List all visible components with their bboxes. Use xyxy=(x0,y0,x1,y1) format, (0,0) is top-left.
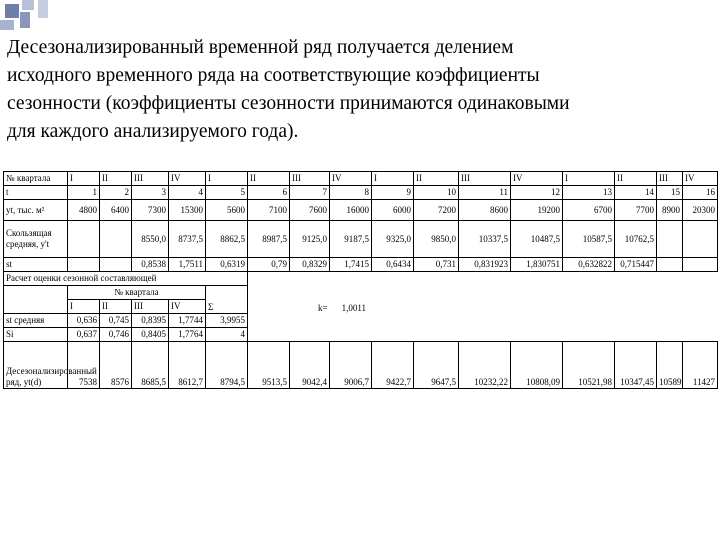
quarter-row-cell: II xyxy=(615,172,657,186)
t-row-cell: 16 xyxy=(683,186,718,200)
s-row-cell: 0,715447 xyxy=(615,258,657,272)
deseason-row-cell: 10808,09 xyxy=(511,342,563,389)
deseason-row-cell: 7538 xyxy=(68,342,100,389)
quarter-row-cell: IV xyxy=(330,172,372,186)
ma-row-cell: 8862,5 xyxy=(206,221,248,258)
s-row-cell xyxy=(68,258,100,272)
t-row-cell: 4 xyxy=(169,186,206,200)
deseason-row-cell: 10232,22 xyxy=(459,342,511,389)
quarter-row-cell: IV xyxy=(169,172,206,186)
t-row-cell: 2 xyxy=(100,186,132,200)
deseason-row-cell: 9042,4 xyxy=(290,342,330,389)
quarter-row-cell: II xyxy=(100,172,132,186)
ma-row-cell: 10487,5 xyxy=(511,221,563,258)
si-cell: 1,7764 xyxy=(169,328,206,342)
ma-row xyxy=(4,221,718,258)
sub-quarter: IV xyxy=(169,300,206,314)
y-row-cell: 8600 xyxy=(459,200,511,221)
empty-cell xyxy=(248,286,718,314)
deseason-row-cell: 10347,45 xyxy=(615,342,657,389)
si-cell: 0,746 xyxy=(100,328,132,342)
k-value: 1,0011 xyxy=(341,302,366,313)
quarter-row-label: № квартала xyxy=(4,172,68,186)
t-row-cell: 9 xyxy=(372,186,414,200)
s-row-cell: 0,632822 xyxy=(563,258,615,272)
k-label: k= xyxy=(318,302,328,313)
savg-row xyxy=(4,314,718,328)
deseason-row-cell: 8612,7 xyxy=(169,342,206,389)
t-row-cell: 10 xyxy=(414,186,459,200)
t-row-cell: 11 xyxy=(459,186,511,200)
deseason-row-label: Десезонализированный ряд, yt(d) xyxy=(4,342,68,389)
y-row-cell: 6700 xyxy=(563,200,615,221)
deseason-row-cell: 9513,5 xyxy=(248,342,290,389)
ma-row-cell: 8550,0 xyxy=(132,221,169,258)
t-row-cell: 6 xyxy=(248,186,290,200)
savg-sum: 3,9955 xyxy=(206,314,248,328)
si-cell: 0,8405 xyxy=(132,328,169,342)
empty-cell xyxy=(248,328,718,342)
s-row-cell: 0,6434 xyxy=(372,258,414,272)
empty-cell xyxy=(248,314,718,328)
ma-row-cell: 9850,0 xyxy=(414,221,459,258)
quarter-row-cell: IV xyxy=(683,172,718,186)
y-row-label: yt, тыс. м² xyxy=(4,200,68,221)
quarter-row-cell: I xyxy=(206,172,248,186)
y-row-cell: 16000 xyxy=(330,200,372,221)
t-row-cell: 7 xyxy=(290,186,330,200)
quarter-row-cell: III xyxy=(290,172,330,186)
s-row-cell: 0,79 xyxy=(248,258,290,272)
s-row xyxy=(4,258,718,272)
ma-row-cell: 8987,5 xyxy=(248,221,290,258)
s-row-cell: 1,7415 xyxy=(330,258,372,272)
deseason-row-cell: 10589 xyxy=(657,342,683,389)
t-row-cell: 5 xyxy=(206,186,248,200)
y-row-cell: 19200 xyxy=(511,200,563,221)
y-row-cell: 6000 xyxy=(372,200,414,221)
s-row-cell xyxy=(100,258,132,272)
s-row-cell: 1,7511 xyxy=(169,258,206,272)
y-row-cell: 5600 xyxy=(206,200,248,221)
savg-cell: 1,7744 xyxy=(169,314,206,328)
si-label: Si xyxy=(4,328,68,342)
t-row-cell: 14 xyxy=(615,186,657,200)
s-row-cell: 0,731 xyxy=(414,258,459,272)
deseason-row-cell: 11427 xyxy=(683,342,718,389)
s-row-cell: 0,8538 xyxy=(132,258,169,272)
s-row-cell: 0,831923 xyxy=(459,258,511,272)
quarter-row-cell: III xyxy=(657,172,683,186)
y-row-cell: 7700 xyxy=(615,200,657,221)
quarter-row-cell: I xyxy=(563,172,615,186)
s-row-cell xyxy=(657,258,683,272)
ma-row-cell xyxy=(657,221,683,258)
s-row-cell: 1,830751 xyxy=(511,258,563,272)
y-row-cell: 15300 xyxy=(169,200,206,221)
deseason-row-cell: 9006,7 xyxy=(330,342,372,389)
t-row-cell: 15 xyxy=(657,186,683,200)
deseason-row-cell: 9647,5 xyxy=(414,342,459,389)
s-row-cell: 0,8329 xyxy=(290,258,330,272)
ma-row-cell: 9325,0 xyxy=(372,221,414,258)
section-label: Расчет оценки сезонной составляющей xyxy=(4,272,248,286)
paragraph xyxy=(7,34,715,146)
ma-row-label: Скользящая средняя, y't xyxy=(4,221,68,258)
paragraph-line-2: исходного временного ряда на соответствующие коэффициенты xyxy=(7,65,540,86)
quarter-row-cell: III xyxy=(132,172,169,186)
quarter-row-cell: III xyxy=(459,172,511,186)
quarter-row-cell: II xyxy=(248,172,290,186)
y-row-cell: 6400 xyxy=(100,200,132,221)
y-row-cell: 8900 xyxy=(657,200,683,221)
y-row-cell: 7300 xyxy=(132,200,169,221)
deseason-row-cell: 8685,5 xyxy=(132,342,169,389)
t-row xyxy=(4,186,718,200)
savg-label: st средняя xyxy=(4,314,68,328)
ma-row-cell: 9187,5 xyxy=(330,221,372,258)
deseason-row-cell: 10521,98 xyxy=(563,342,615,389)
y-row-cell: 7600 xyxy=(290,200,330,221)
savg-cell: 0,745 xyxy=(100,314,132,328)
sub-header: № квартала xyxy=(68,286,206,300)
y-row-cell: 7100 xyxy=(248,200,290,221)
t-row-label: t xyxy=(4,186,68,200)
deseason-row-cell: 8794,5 xyxy=(206,342,248,389)
ma-row-cell: 9125,0 xyxy=(290,221,330,258)
paragraph-line-1: Десезонализированный временной ряд получается делением xyxy=(7,37,514,58)
ma-row-cell: 10587,5 xyxy=(563,221,615,258)
quarter-row-cell: IV xyxy=(511,172,563,186)
deseason-row-cell: 9422,7 xyxy=(372,342,414,389)
y-row-cell: 20300 xyxy=(683,200,718,221)
savg-cell: 0,8395 xyxy=(132,314,169,328)
deseason-row xyxy=(4,342,718,389)
empty-cell xyxy=(248,272,718,286)
ma-row-cell: 10337,5 xyxy=(459,221,511,258)
ma-row-cell xyxy=(68,221,100,258)
sub-quarter: I xyxy=(68,300,100,314)
s-row-cell xyxy=(683,258,718,272)
si-row xyxy=(4,328,718,342)
quarter-row-cell: I xyxy=(68,172,100,186)
deseason-row-cell: 8576 xyxy=(100,342,132,389)
quarter-row xyxy=(4,172,718,186)
ma-row-cell: 8737,5 xyxy=(169,221,206,258)
ma-row-cell: 10762,5 xyxy=(615,221,657,258)
savg-cell: 0,636 xyxy=(68,314,100,328)
ma-row-cell xyxy=(683,221,718,258)
sub-quarter: III xyxy=(132,300,169,314)
sum-label: Σ xyxy=(206,286,248,314)
quarter-row-cell: II xyxy=(414,172,459,186)
s-row-cell: 0,6319 xyxy=(206,258,248,272)
si-sum: 4 xyxy=(206,328,248,342)
s-row-label: st xyxy=(4,258,68,272)
t-row-cell: 1 xyxy=(68,186,100,200)
t-row-cell: 13 xyxy=(563,186,615,200)
sub-header-row xyxy=(4,286,718,300)
t-row-cell: 12 xyxy=(511,186,563,200)
y-row xyxy=(4,200,718,221)
corner-decoration xyxy=(0,0,60,32)
section-row xyxy=(4,272,718,286)
sub-quarter: II xyxy=(100,300,132,314)
t-row-cell: 8 xyxy=(330,186,372,200)
data-table xyxy=(3,171,717,389)
y-row-cell: 7200 xyxy=(414,200,459,221)
ma-row-cell xyxy=(100,221,132,258)
paragraph-line-3: сезонности (коэффициенты сезонности принимаются одинаковыми xyxy=(7,93,570,114)
y-row-cell: 4800 xyxy=(68,200,100,221)
t-row-cell: 3 xyxy=(132,186,169,200)
quarter-row-cell: I xyxy=(372,172,414,186)
empty-cell xyxy=(4,286,68,314)
si-cell: 0,637 xyxy=(68,328,100,342)
paragraph-line-4: для каждого анализируемого года). xyxy=(7,121,299,142)
